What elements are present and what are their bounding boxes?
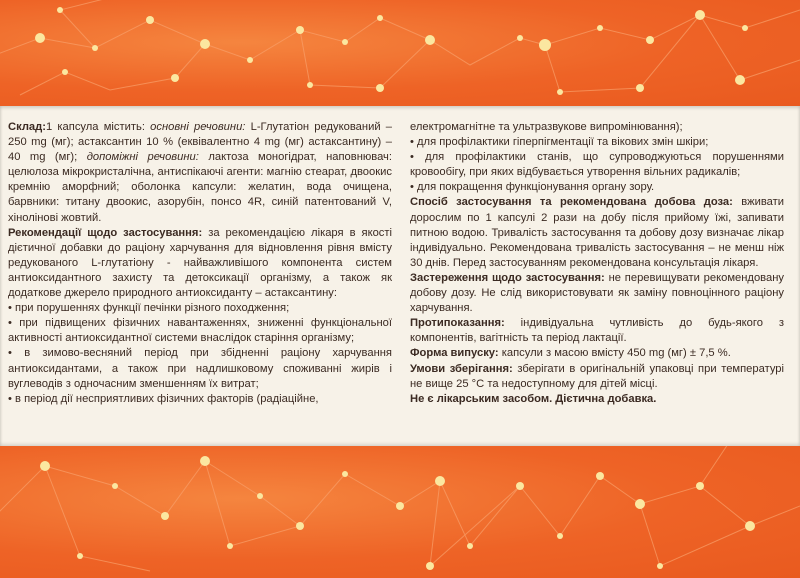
decorative-background-bottom [0, 446, 800, 578]
constellation-pattern-bottom [0, 446, 800, 578]
auxiliary-substances-label: допоміжні речовини: [86, 151, 199, 164]
list-item: • для профілактики станів, що супроводжуються порушеннями кровообігу, при яких відбувається утворення вільних радикалів; [410, 151, 784, 179]
storage-paragraph: Умови зберігання: зберігати в оригінальній упаковці при температурі не вище 25 °С та недоступному для дітей місці. [410, 362, 785, 390]
storage-label: Умови зберігання: [410, 362, 513, 375]
list-item: • в період дії несприятливих фізичних факторів (радіаційне, [8, 392, 319, 405]
usage-paragraph: Спосіб застосування та рекомендована добова доза: вживати дорослим по 1 капсулі 2 рази на добу після прийому їжі, запивати питною водою. Тривалість застосування та добову дозу визначає лікар індивідуально. Рекомендована тривалість застосування – не менш ніж 30 днів. Перед застосуванням рекомендована консультація лікаря. [410, 196, 784, 269]
recommendations-label: Рекомендації щодо застосування: [8, 226, 203, 239]
usage-label: Спосіб застосування та рекомендована добова доза: [410, 196, 733, 209]
footer-note: Не є лікарським засобом. Дієтична добавка. [410, 392, 657, 405]
warnings-label: Застереження щодо застосування: [410, 271, 605, 284]
list-item: • для покращення функціонування органу зору. [410, 181, 655, 194]
decorative-background-top [0, 0, 800, 106]
list-item: • при підвищених фізичних навантаженнях, зниженні функціональної активності антиоксидантної системи внаслідок старіння організму; [8, 317, 392, 345]
release-form-paragraph: Форма випуску: капсули з масою вмісту 450 mg (мг) ± 7,5 %. [410, 347, 731, 360]
composition-label: Склад: [8, 121, 46, 133]
left-column [8, 120, 392, 407]
list-item: • для профілактики гіперпігментації та вікових змін шкіри; [410, 136, 709, 149]
right-column [410, 120, 784, 407]
composition-paragraph: Склад:1 капсула містить: основні речовини: L-Глутатіон редукований – 250 mg (мг); астаксантин 10 % (еквівалентно 4 mg (мг) астаксантину) – 40 mg (мг); допоміжні речовини: лактоза моногідрат, наповнювач: целюлоза мікрокристалічна, антиспікаючі агенти: магнію стеарат, двоокис кремнію аморфний; оболонка капсули: желатин, вода очищена, барвники: титану двоокис, азорубін, понсо 4R, синій патентований V, хінолінові жовтий. [8, 121, 392, 224]
contraindications-paragraph: Протипоказання: індивідуальна чутливість до будь-якого з компонентів, вагітність та період лактації. [410, 317, 784, 345]
list-item: електромагнітне та ультразвукове випромінювання); [410, 121, 683, 133]
list-item: • при порушеннях функції печінки різного походження; [8, 302, 290, 315]
recommendations-paragraph: Рекомендації щодо застосування: за рекомендацією лікаря в якості дієтичної добавки до раціону харчування для відновлення рівня вмісту редукованого L-глутатіону - найважливішого компонента систем антиоксидантного захисту та детоксикації організму, а також як додаткове джерело природного антиоксиданту – астаксантину: [8, 226, 393, 300]
main-substances-label: основні речовини: [150, 121, 246, 133]
constellation-pattern-top [0, 0, 800, 106]
text-panel [0, 106, 800, 446]
contraindications-label: Протипоказання: [410, 317, 505, 330]
release-form-label: Форма випуску: [410, 347, 499, 360]
list-item: • в зимово-весняний період при збідненні раціону харчування антиоксидантами, а також при надлишковому споживанні жирів і вуглеводів з одночасним зменшенням їх витрат; [8, 347, 392, 390]
warnings-paragraph: Застереження щодо застосування: не перевищувати рекомендовану добову дозу. Не слід використовувати як заміну повноцінного раціону харчування. [410, 271, 784, 315]
